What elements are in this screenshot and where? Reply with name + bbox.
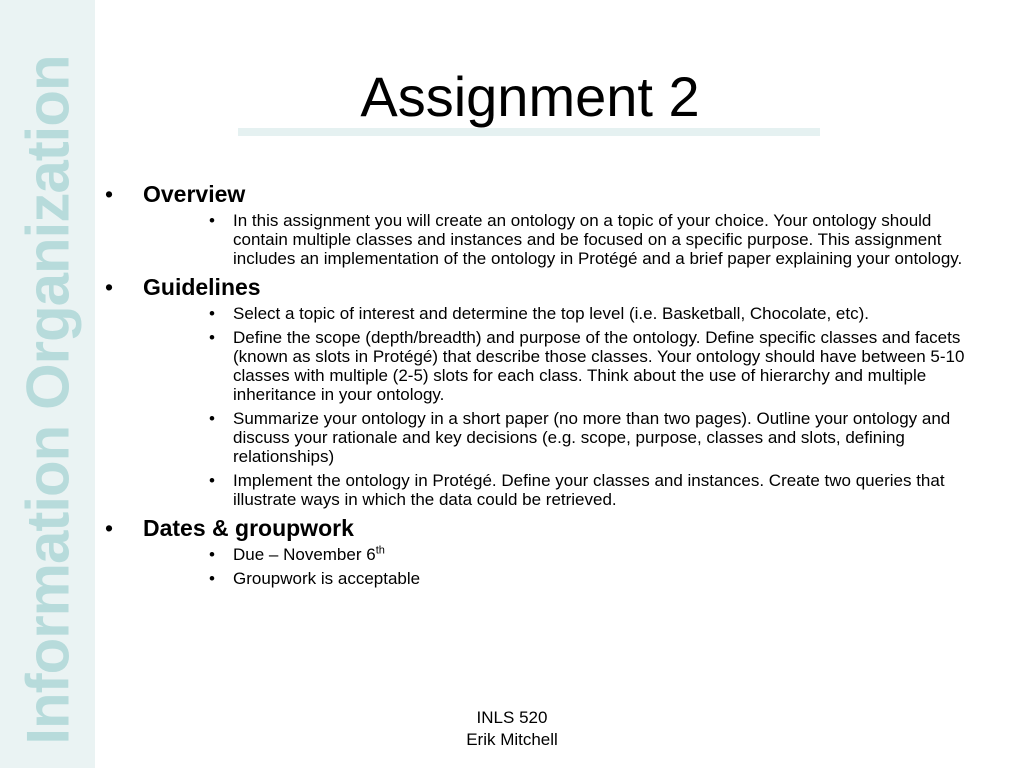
- bullet-item: • Summarize your ontology in a short paper (no more than two pages). Outline your ontology and discuss your rationale and key decisions (e.g. scope, purpose, classes and slots, defining relationships): [233, 409, 975, 466]
- section-overview: [105, 180, 975, 268]
- section-heading: • Guidelines: [105, 273, 975, 301]
- section-guidelines: [105, 273, 975, 509]
- sidebar-watermark: Information Organization: [14, 55, 82, 745]
- bullet-item-due: [233, 545, 975, 564]
- section-heading: • Overview: [105, 180, 975, 208]
- bullet-item: • Select a topic of interest and determine the top level (i.e. Basketball, Chocolate, etc).: [233, 304, 975, 323]
- section-dates-groupwork: [105, 514, 975, 588]
- bullet-item: • In this assignment you will create an ontology on a topic of your choice. Your ontology should contain multiple classes and instances and be focused on a specific purpose. This assignment includes an implementation of the ontology in Protégé and a brief paper explaining your ontology.: [233, 211, 975, 268]
- bullet-item: • Groupwork is acceptable: [233, 569, 975, 588]
- due-date-ordinal: th: [375, 544, 385, 557]
- title-underline: [238, 128, 820, 136]
- bullet-item: • Define the scope (depth/breadth) and purpose of the ontology. Define specific classes and facets (known as slots in Protégé) that describe those classes. Your ontology should have between 5-10 classes with multiple (2-5) slots for each class. Think about the use of hierarchy and multiple inheritance in your ontology.: [233, 328, 975, 404]
- bullet-item: • Implement the ontology in Protégé. Define your classes and instances. Create two queries that illustrate ways in which the data could be retrieved.: [233, 471, 975, 509]
- sidebar-band: [0, 0, 95, 768]
- footer-author: Erik Mitchell: [466, 730, 558, 749]
- slide-title: Assignment 2: [360, 65, 700, 128]
- section-heading: • Dates & groupwork: [105, 514, 975, 542]
- footer-course: INLS 520: [476, 708, 548, 727]
- due-date-text: Due – November 6: [233, 545, 376, 564]
- slide-footer: [400, 707, 624, 751]
- slide-content: [105, 180, 975, 593]
